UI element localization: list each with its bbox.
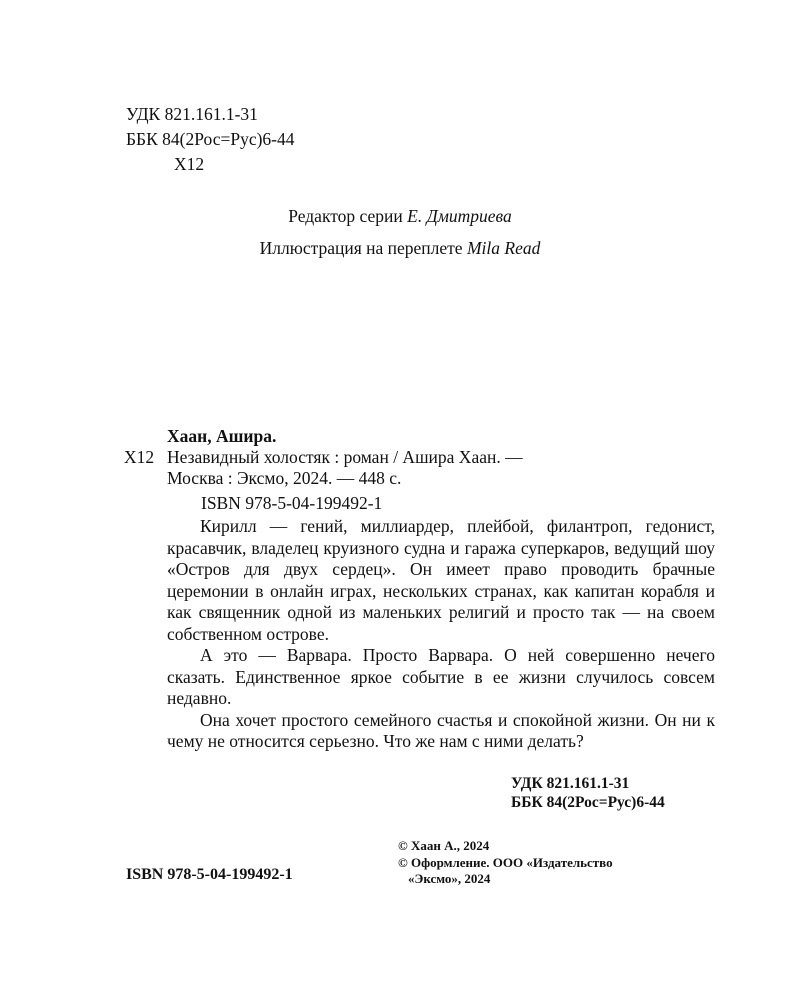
author-code-top: Х12	[174, 154, 205, 174]
editor-name: Е. Дмитриева	[407, 206, 512, 226]
copyright-design-line1: © Оформление. ООО «Издательство	[398, 854, 613, 870]
record-author: Хаан, Ашира.	[167, 426, 277, 446]
annotation-paragraph: Кирилл — гений, миллиардер, плейбой, филантроп, гедонист, красавчик, владелец круизного судна и гаража суперкаров, ведущий шоу «Остров для двух сердец». Он имеет право проводить брачные церемонии в онлайн играх, нескольких странах, как капитан корабля и как священник одной из маленьких религий и просто так — на своем собственном острове.	[167, 516, 715, 644]
copyright-author: © Хаан А., 2024	[398, 838, 490, 853]
record-publication-line: Москва : Эксмо, 2024. — 448 с.	[167, 468, 402, 488]
series-editor-credit	[0, 206, 800, 227]
isbn-bottom: ISBN 978-5-04-199492-1	[126, 866, 293, 883]
copyright-block	[398, 838, 613, 888]
illustration-credit	[0, 238, 800, 259]
annotation-paragraph: А это — Варвара. Просто Варвара. О ней совершенно нечего сказать. Единственное яркое событие в ее жизни случилось совсем недавно.	[167, 645, 715, 708]
illustration-name: Mila Read	[466, 238, 541, 258]
bbk-code-top: ББК 84(2Рос=Рус)6-44	[126, 129, 295, 149]
record-author-code: Х12	[124, 447, 155, 467]
illustration-label: Иллюстрация на переплете	[259, 238, 463, 258]
editor-label: Редактор серии	[288, 206, 403, 226]
annotation	[167, 516, 715, 753]
record-isbn: ISBN 978-5-04-199492-1	[201, 493, 383, 513]
bbk-code-bottom: ББК 84(2Рос=Рус)6-44	[511, 794, 665, 811]
annotation-paragraph: Она хочет простого семейного счастья и спокойной жизни. Он ни к чему не относится серьезно. Что же нам с ними делать?	[167, 709, 715, 751]
record-title-line: Незавидный холостяк : роман / Ашира Хаан. —	[167, 447, 523, 467]
udk-code-top: УДК 821.161.1-31	[126, 104, 258, 124]
copyright-design-line2: «Эксмо», 2024	[408, 871, 491, 886]
udk-code-bottom: УДК 821.161.1-31	[511, 775, 630, 792]
